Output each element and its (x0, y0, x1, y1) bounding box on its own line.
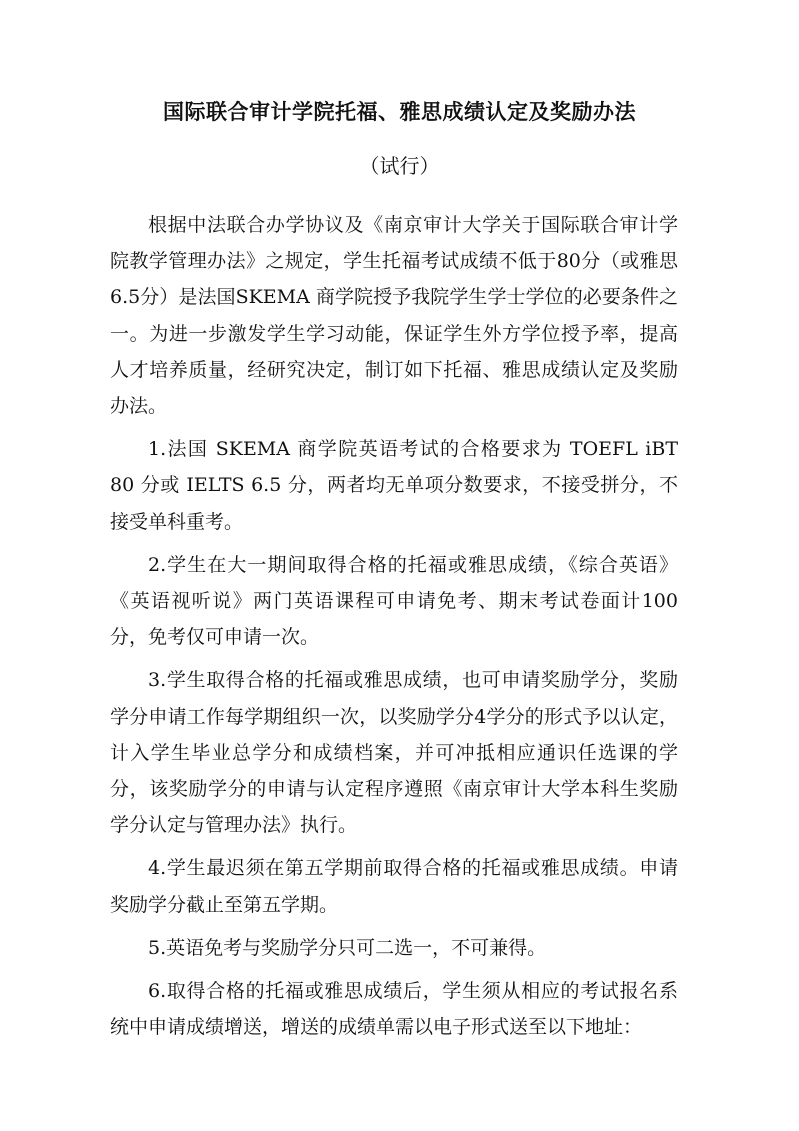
paragraph-item-6: 6.取得合格的托福或雅思成绩后，学生须从相应的考试报名系统中申请成绩增送，增送的成绩单需以电子形式送至以下地址： (110, 980, 678, 1039)
paragraph-item-3: 3.学生取得合格的托福或雅思成绩，也可申请奖励学分，奖励学分申请工作每学期组织一次，以奖励学分4学分的形式予以认定，计入学生毕业总学分和成绩档案，并可冲抵相应通识任选课的学分，该奖励学分的申请与认定程序遵照《南京审计大学本科生奖励学分认定与管理办法》执行。 (110, 669, 678, 837)
document-title: 国际联合审计学院托福、雅思成绩认定及奖励办法 (163, 100, 636, 124)
paragraph-item-1: 1.法国 SKEMA 商学院英语考试的合格要求为 TOEFL iBT 80 分或 IELTS 6.5 分，两者均无单项分数要求，不接受拼分，不接受单科重考。 (110, 438, 678, 533)
paragraph-item-4: 4.学生最迟须在第五学期前取得合格的托福或雅思成绩。申请奖励学分截止至第五学期。 (110, 857, 678, 916)
paragraph-intro: 根据中法联合办学协议及《南京审计大学关于国际联合审计学院教学管理办法》之规定，学生托福考试成绩不低于80分（或雅思6.5分）是法国SKEMA 商学院授予我院学生学士学位的必要条件之一。为进一步激发学生学习动能，保证学生外方学位授予率，提高人才培养质量，经研究决定，制订如下托福、雅思成绩认定及奖励办法。 (110, 214, 678, 418)
document-subtitle: （试行） (359, 154, 440, 178)
paragraph-item-2: 2.学生在大一期间取得合格的托福或雅思成绩，《综合英语》《英语视听说》两门英语课程可申请免考、期末考试卷面计100分，免考仅可申请一次。 (110, 553, 678, 649)
document-body (110, 207, 678, 1052)
paragraph-item-5: 5.英语免考与奖励学分只可二选一，不可兼得。 (148, 936, 547, 959)
